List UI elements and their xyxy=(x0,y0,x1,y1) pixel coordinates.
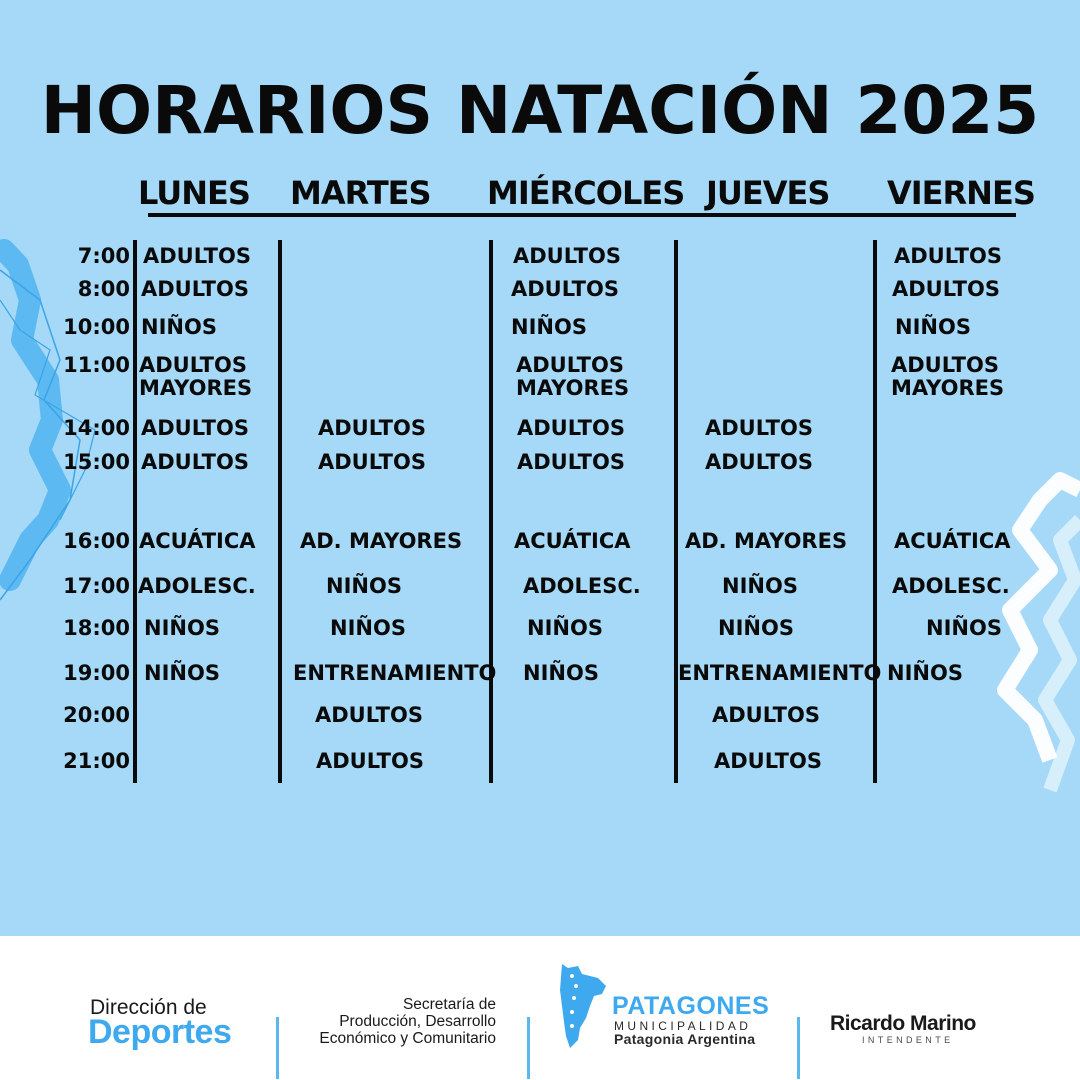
schedule-cell-lunes: ADOLESC. xyxy=(138,574,256,598)
schedule-cell-viernes: ADULTOS MAYORES xyxy=(891,353,1005,400)
deportes-logo-text: Deportes xyxy=(88,1013,232,1051)
schedule-cell-jueves: ADULTOS xyxy=(712,703,820,727)
deportes-label: Dirección de xyxy=(90,996,207,1019)
schedule-cell-viernes: NIÑOS xyxy=(895,315,971,339)
schedule-cell-viernes: NIÑOS xyxy=(926,616,1002,640)
time-label: 17:00 xyxy=(63,574,130,598)
schedule-cell-viernes: NIÑOS xyxy=(887,661,963,685)
column-divider xyxy=(674,240,678,783)
schedule-cell-miercoles: ACUÁTICA xyxy=(514,529,631,553)
schedule-cell-martes: ADULTOS xyxy=(316,749,424,773)
schedule-cell-miercoles: ADULTOS xyxy=(517,416,625,440)
schedule-cell-lunes: ADULTOS xyxy=(143,244,251,268)
patagones-region: Patagonia Argentina xyxy=(614,1031,756,1047)
schedule-cell-miercoles: ADULTOS MAYORES xyxy=(516,353,630,400)
time-label: 7:00 xyxy=(77,244,130,268)
schedule-cell-lunes: ADULTOS xyxy=(141,450,249,474)
schedule-cell-martes: ADULTOS xyxy=(318,416,426,440)
time-label: 21:00 xyxy=(63,749,130,773)
schedule-cell-lunes: NIÑOS xyxy=(144,616,220,640)
time-label: 20:00 xyxy=(63,703,130,727)
column-divider xyxy=(278,240,282,783)
schedule-cell-lunes: ADULTOS xyxy=(141,277,249,301)
footer-separator xyxy=(797,1017,800,1079)
day-header-jueves: JUEVES xyxy=(706,174,830,212)
schedule-cell-viernes: ADULTOS xyxy=(892,277,1000,301)
day-header-viernes: VIERNES xyxy=(887,174,1035,212)
time-label: 8:00 xyxy=(77,277,130,301)
time-label: 16:00 xyxy=(63,529,130,553)
column-divider xyxy=(489,240,493,783)
schedule-cell-viernes: ACUÁTICA xyxy=(894,529,1011,553)
secretaria-label: Secretaría de Producción, Desarrollo Económico y Comunitario xyxy=(319,996,496,1047)
day-header-lunes: LUNES xyxy=(138,174,250,212)
time-label: 18:00 xyxy=(63,616,130,640)
schedule-cell-jueves: AD. MAYORES xyxy=(685,529,848,553)
schedule-cell-martes: NIÑOS xyxy=(330,616,406,640)
schedule-cell-miercoles: ADOLESC. xyxy=(523,574,641,598)
time-label: 19:00 xyxy=(63,661,130,685)
schedule-cell-martes: ENTRENAMIENTO xyxy=(293,661,497,685)
page-title: HORARIOS NATACIÓN 2025 xyxy=(40,72,1040,149)
column-divider xyxy=(133,240,137,783)
schedule-cell-lunes: ADULTOS xyxy=(141,416,249,440)
footer-separator xyxy=(276,1017,279,1079)
schedule-cell-martes: AD. MAYORES xyxy=(300,529,463,553)
schedule-cell-viernes: ADULTOS xyxy=(894,244,1002,268)
schedule-cell-jueves: NIÑOS xyxy=(718,616,794,640)
time-label: 14:00 xyxy=(63,416,130,440)
schedule-cell-miercoles: ADULTOS xyxy=(511,277,619,301)
time-label: 15:00 xyxy=(63,450,130,474)
time-label: 10:00 xyxy=(63,315,130,339)
schedule-cell-jueves: ADULTOS xyxy=(705,416,813,440)
schedule-cell-miercoles: ADULTOS xyxy=(517,450,625,474)
schedule-cell-lunes: ADULTOS MAYORES xyxy=(139,353,253,400)
footer-separator xyxy=(527,1017,530,1079)
time-label: 11:00 xyxy=(63,353,130,377)
schedule-cell-miercoles: NIÑOS xyxy=(527,616,603,640)
schedule-cell-martes: ADULTOS xyxy=(318,450,426,474)
schedule-cell-lunes: ACUÁTICA xyxy=(139,529,256,553)
patagones-map-icon xyxy=(558,962,610,1050)
schedule-cell-jueves: ADULTOS xyxy=(705,450,813,474)
schedule-cell-miercoles: ADULTOS xyxy=(513,244,621,268)
schedule-cell-viernes: ADOLESC. xyxy=(892,574,1010,598)
patagones-subtitle: MUNICIPALIDAD xyxy=(614,1019,752,1033)
intendente-name: Ricardo Marino xyxy=(830,1012,976,1035)
schedule-cell-jueves: ADULTOS xyxy=(714,749,822,773)
schedule-cell-jueves: NIÑOS xyxy=(722,574,798,598)
column-divider xyxy=(873,240,877,783)
day-header-miercoles: MIÉRCOLES xyxy=(487,174,685,212)
schedule-cell-miercoles: NIÑOS xyxy=(523,661,599,685)
schedule-cell-lunes: NIÑOS xyxy=(141,315,217,339)
schedule-cell-martes: NIÑOS xyxy=(326,574,402,598)
schedule-cell-miercoles: NIÑOS xyxy=(511,315,587,339)
patagones-name: PATAGONES xyxy=(612,992,770,1020)
schedule-cell-jueves: ENTRENAMIENTO xyxy=(678,661,882,685)
header-underline xyxy=(148,213,1016,217)
schedule-cell-martes: ADULTOS xyxy=(315,703,423,727)
intendente-role: INTENDENTE xyxy=(862,1035,954,1045)
schedule-cell-lunes: NIÑOS xyxy=(144,661,220,685)
day-header-martes: MARTES xyxy=(290,174,431,212)
